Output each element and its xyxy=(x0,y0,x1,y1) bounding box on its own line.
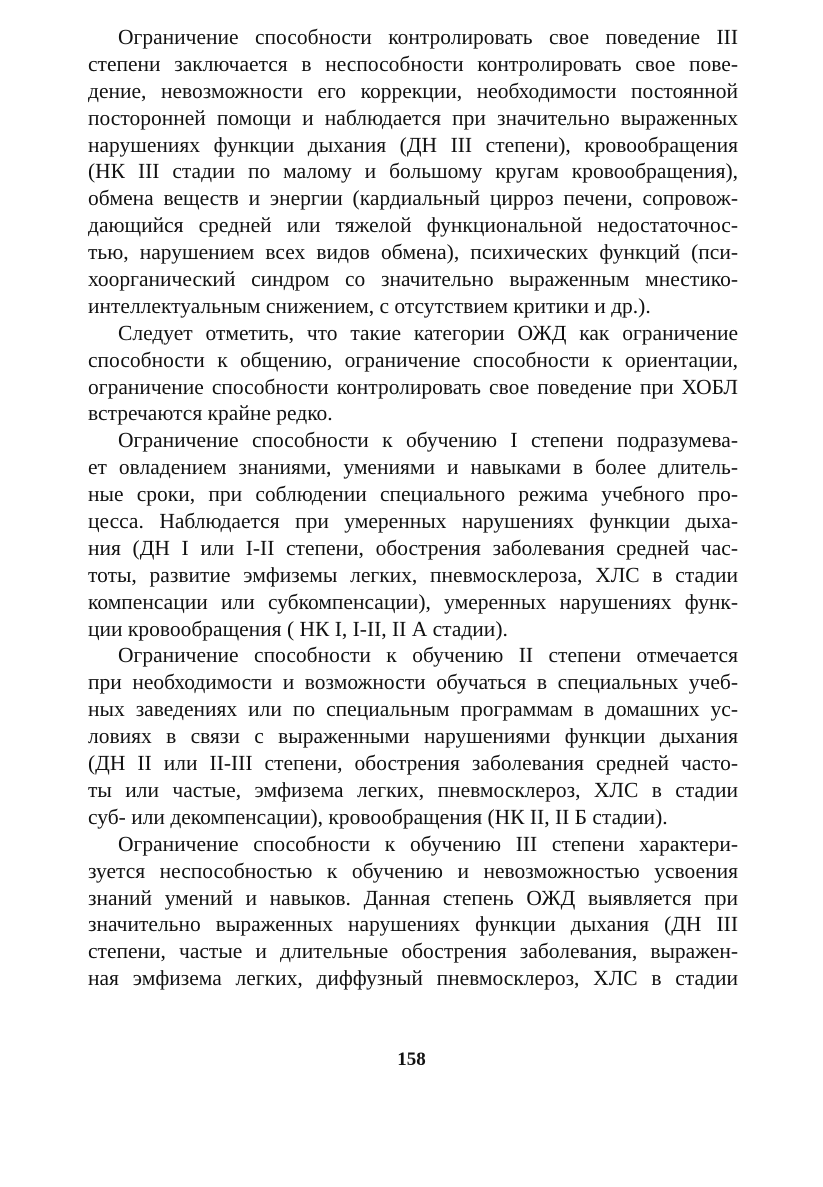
text-line: тоты, развитие эмфиземы легких, пневмосклероза, ХЛС в стадии xyxy=(88,562,738,587)
text-line: Ограничение способности контролировать свое поведение III xyxy=(118,25,738,49)
text-line: интеллектуальным снижением, с отсутствием критики и др.). xyxy=(88,293,651,318)
text-line: способности к общению, ограничение способности к ориентации, xyxy=(88,347,738,372)
text-line: ции кровообращения ( НК I, I-II, II А стадии). xyxy=(88,616,508,641)
text-line: ет овладением знаниями, умениями и навыками в более длитель- xyxy=(88,455,738,480)
text-line: посторонней помощи и наблюдается при значительно выраженных xyxy=(88,105,738,130)
paragraph-1 xyxy=(88,24,738,320)
text-line: ограничение способности контролировать свое поведение при ХОБЛ xyxy=(88,374,738,399)
text-line: ных заведениях или по специальным программам в домашних ус- xyxy=(88,697,738,722)
text-line: степени заключается в неспособности контролировать свое пове- xyxy=(88,51,738,76)
text-line: Ограничение способности к обучению I степени подразумева- xyxy=(118,428,738,453)
text-line: при необходимости и возможности обучаться в специальных учеб- xyxy=(88,670,738,695)
text-line: ловиях в связи с выраженными нарушениями функции дыхания xyxy=(88,724,738,749)
paragraph-3 xyxy=(88,427,738,642)
paragraph-5 xyxy=(88,831,738,992)
text-line: обмена веществ и энергии (кардиальный цирроз печени, сопровож- xyxy=(88,186,738,211)
text-line: суб- или декомпенсации), кровообращения (НК II, II Б стадии). xyxy=(88,804,668,829)
text-line: значительно выраженных нарушениях функции дыхания (ДН III xyxy=(88,912,738,937)
text-line: зуется неспособностью к обучению и невозможностью усвоения xyxy=(88,858,738,883)
text-line: ты или частые, эмфизема легких, пневмосклероз, ХЛС в стадии xyxy=(88,777,738,802)
text-line: (НК III стадии по малому и большому кругам кровообращения), xyxy=(88,159,738,184)
text-line: нарушениях функции дыхания (ДН III степени), кровообращения xyxy=(88,132,738,157)
paragraph-2 xyxy=(88,320,738,428)
text-line: ные сроки, при соблюдении специального режима учебного про- xyxy=(88,482,738,507)
text-line: дение, невозможности его коррекции, необходимости постоянной xyxy=(88,78,738,103)
text-line: тью, нарушением всех видов обмена), психических функций (пси- xyxy=(88,240,738,265)
text-line: хоорганический синдром со значительно выраженным мнестико- xyxy=(88,267,738,292)
text-line: (ДН II или II-III степени, обострения заболевания средней часто- xyxy=(88,751,738,776)
text-line: степени, частые и длительные обострения заболевания, выражен- xyxy=(88,939,738,964)
paragraph-4 xyxy=(88,642,738,830)
text-line: Ограничение способности к обучению II степени отмечается xyxy=(118,643,738,668)
text-line: встречаются крайне редко. xyxy=(88,401,333,426)
page-body xyxy=(88,24,738,992)
text-line: знаний умений и навыков. Данная степень ОЖД выявляется при xyxy=(88,885,738,910)
text-line: дающийся средней или тяжелой функциональной недостаточнос- xyxy=(88,213,738,238)
text-line: цесса. Наблюдается при умеренных нарушениях функции дыха- xyxy=(88,509,738,534)
page-number: 158 xyxy=(397,1049,426,1070)
text-line: Ограничение способности к обучению III степени характери- xyxy=(118,831,738,856)
text-line: ная эмфизема легких, диффузный пневмосклероз, ХЛС в стадии xyxy=(88,966,738,991)
text-line: компенсации или субкомпенсации), умеренных нарушениях функ- xyxy=(88,589,738,614)
text-line: Следует отметить, что такие категории ОЖД как ограничение xyxy=(118,320,738,345)
text-line: ния (ДН I или I-II степени, обострения заболевания средней час- xyxy=(88,535,738,560)
